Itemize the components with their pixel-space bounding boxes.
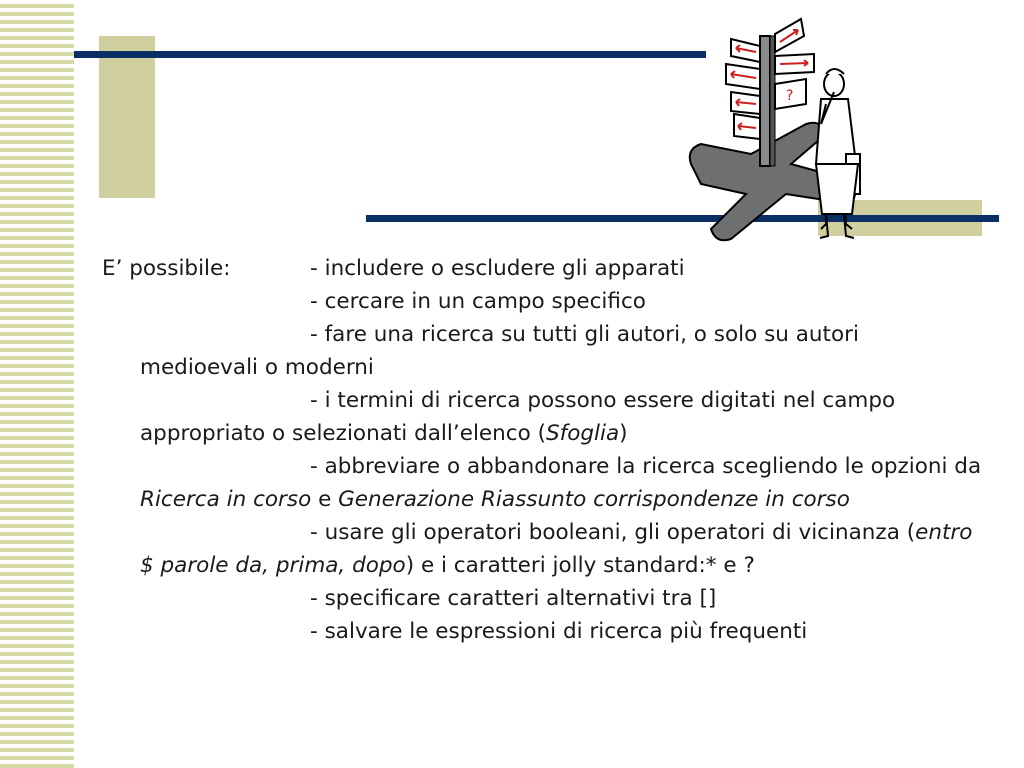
list-item xyxy=(102,450,982,516)
list-item-italic-text: Generazione Riassunto corrispondenze in corso xyxy=(338,487,850,512)
list-item-text: - i termini di ricerca possono essere digitati nel campo appropriato o selezionati dall’elenco ( xyxy=(140,388,896,446)
list-item xyxy=(102,516,982,582)
list-item xyxy=(102,318,982,384)
list-item xyxy=(102,285,982,318)
content-block xyxy=(102,252,982,648)
signpost-person-illustration xyxy=(676,14,876,246)
list-item-italic-text: Sfoglia xyxy=(545,421,620,446)
svg-text:?: ? xyxy=(786,88,794,104)
decorative-navy-bar-top xyxy=(74,51,706,58)
list-item-text: - salvare le espressioni di ricerca più frequenti xyxy=(310,619,808,644)
list-item-text: - specificare caratteri alternativi tra [] xyxy=(310,586,717,611)
list-item-text: e xyxy=(311,487,339,512)
list-item-text: - usare gli operatori booleani, gli operatori di vicinanza ( xyxy=(310,520,916,545)
list-item xyxy=(102,582,982,615)
list-item-text: - cercare in un campo specifico xyxy=(310,289,646,314)
list-item-text: ) e i caratteri jolly standard:* e ? xyxy=(405,553,755,578)
list-item-italic-text: Ricerca in corso xyxy=(140,487,312,512)
decorative-stripes xyxy=(0,0,74,768)
list-item xyxy=(102,615,982,648)
list-item-text: ) xyxy=(619,421,628,446)
list-item-text: - includere o escludere gli apparati xyxy=(310,256,685,281)
list-item xyxy=(102,252,982,285)
list-item xyxy=(102,384,982,450)
decorative-olive-block xyxy=(99,36,155,198)
list-item-text: - abbreviare o abbandonare la ricerca scegliendo le opzioni da xyxy=(310,454,982,479)
feature-list xyxy=(102,252,982,648)
list-item-italic-text: entro $ parole da, prima, dopo xyxy=(140,520,973,578)
intro-label: E’ possibile: xyxy=(102,256,231,281)
list-item-text: - fare una ricerca su tutti gli autori, o solo su autori medioevali o moderni xyxy=(140,322,859,380)
